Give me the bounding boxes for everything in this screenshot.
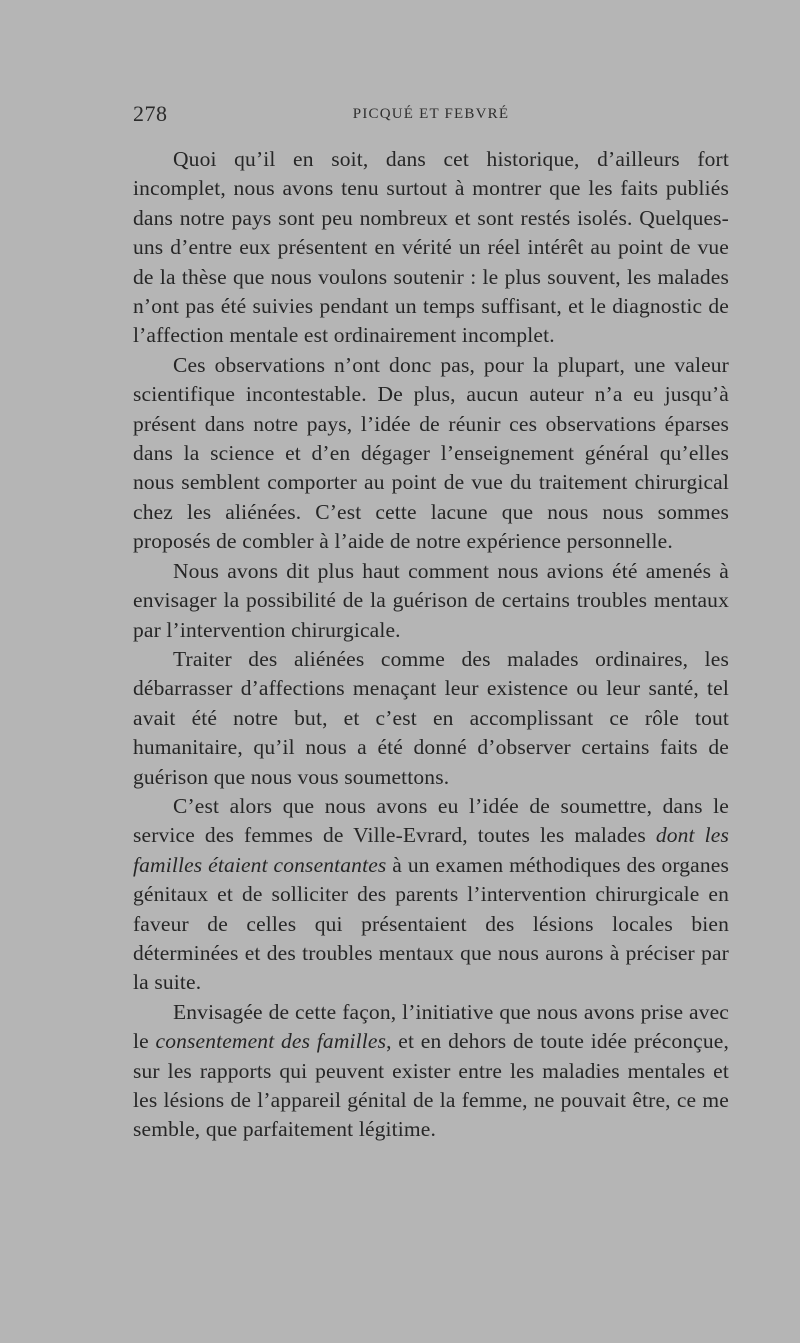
- body-text: [133, 145, 729, 1145]
- paragraph-5-text-start: C’est alors que nous avons eu l’idée de soumettre, dans le service des femmes de Ville-Evrard, toutes les malades: [133, 793, 729, 848]
- paragraph-5-text-end: à un examen méthodiques des organes génitaux et de solliciter des parents l’intervention chirurgicale en faveur de celles qui présentaient des lésions locales bien déterminées et des troubles mentaux que nous aurons à préciser par la suite.: [133, 852, 729, 995]
- paragraph-5: [133, 792, 729, 998]
- paragraph-6: [133, 998, 729, 1145]
- paragraph-1: Quoi qu’il en soit, dans cet historique, d’ailleurs fort incomplet, nous avons tenu surtout à montrer que les faits publiés dans notre pays sont peu nombreux et sont restés isolés. Quelques-uns d’entre eux présentent en vérité un réel intérêt au point de vue de la thèse que nous voulons soutenir : le plus souvent, les malades n’ont pas été suivies pendant un temps suffisant, et le diagnostic de l’affection mentale est ordinairement incomplet.: [133, 147, 729, 348]
- page-header: [133, 101, 729, 131]
- paragraph-2: Ces observations n’ont donc pas, pour la plupart, une valeur scientifique incontestable. De plus, aucun auteur n’a eu jusqu’à présent dans notre pays, l’idée de réunir ces observations éparses dans la science et d’en dégager l’enseignement général qu’elles nous semblent comporter au point de vue du traitement chirurgical chez les aliénées. C’est cette lacune que nous nous sommes proposés de combler à l’aide de notre expérience personnelle.: [133, 352, 729, 554]
- paragraph-5-emphasis: dont les familles étaient consentantes: [133, 823, 729, 877]
- paragraph-6-text-start: Envisagée de cette façon, l’initiative que nous avons prise avec le: [133, 999, 729, 1054]
- paragraph-6-emphasis: consentement des familles: [155, 1029, 387, 1054]
- page-number: 278: [133, 101, 168, 126]
- paragraph-4: Traiter des aliénées comme des malades ordinaires, les débarrasser d’affections menaçant leur existence ou leur santé, tel avait été notre but, et c’est en accomplissant ce rôle tout humanitaire, qu’il nous a été donné d’observer certains faits de guérison que nous vous soumettons.: [133, 646, 729, 789]
- running-head: PICQUÉ ET FEBVRÉ: [352, 106, 510, 122]
- paragraph-6-text-end: , et en dehors de toute idée préconçue, sur les rapports qui peuvent exister entre les maladies mentales et les lésions de l’appareil génital de la femme, ne pouvait être, ce me semble, que parfaitement légitime.: [133, 1029, 729, 1142]
- paragraph-3: Nous avons dit plus haut comment nous avions été amenés à envisager la possibilité de la guérison de certains troubles mentaux par l’intervention chirurgicale.: [133, 558, 729, 642]
